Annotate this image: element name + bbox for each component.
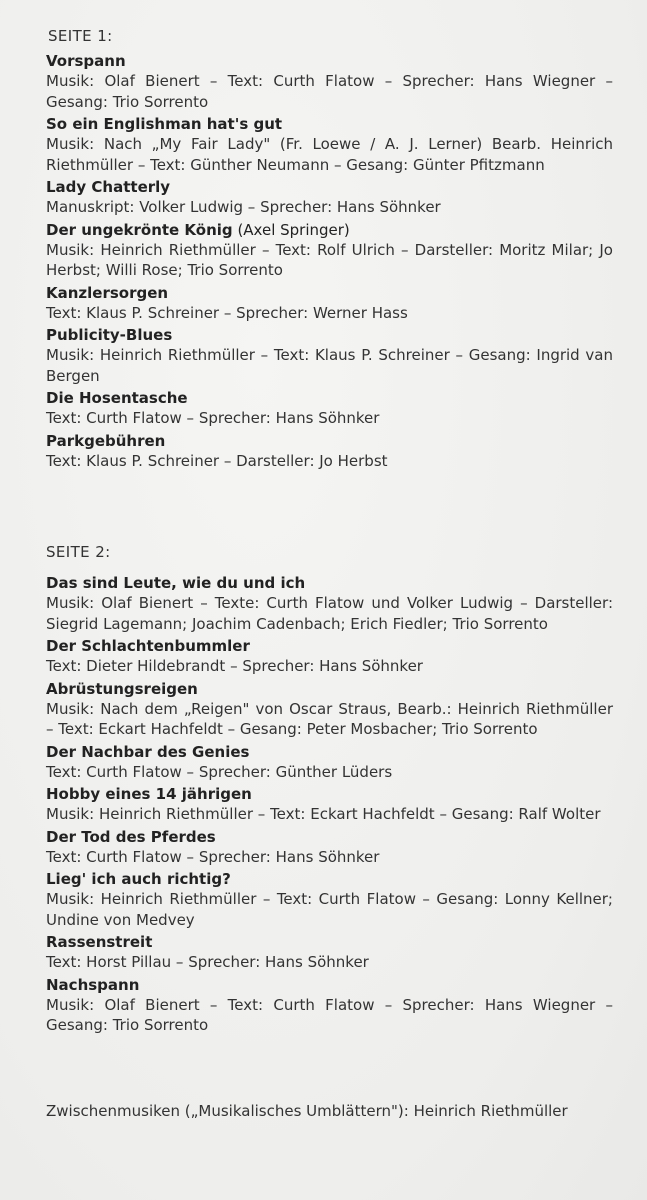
track-credits: Musik: Heinrich Riethmüller – Text: Curth Flatow – Gesang: Lonny Kellner; Undine von Medvey (46, 890, 613, 929)
side-2-track-list (46, 573, 613, 1038)
track-title-note: (Axel Springer) (232, 220, 350, 239)
track-entry (46, 51, 613, 112)
track-title (46, 431, 613, 451)
track-title (46, 827, 613, 847)
track-credits: Text: Curth Flatow – Sprecher: Hans Söhnker (46, 409, 380, 427)
track-title-text: Lieg' ich auch richtig? (46, 870, 231, 888)
track-credits: Text: Curth Flatow – Sprecher: Günther Lüders (46, 762, 393, 781)
track-title-text: Das sind Leute, wie du und ich (46, 574, 306, 592)
track-title-text: Der ungekrönte König (46, 220, 233, 239)
track-credits: Musik: Nach „My Fair Lady" (Fr. Loewe / A. J. Lerner) Bearb. Heinrich Riethmüller – Text: Günther Neumann – Gesang: Günter Pfitzmann (46, 135, 613, 174)
track-title-text: Der Nachbar des Genies (46, 742, 250, 761)
track-entry (46, 220, 613, 281)
track-entry (46, 932, 613, 973)
side-1-heading: SEITE 1: (48, 27, 113, 45)
side-2-heading: SEITE 2: (46, 543, 111, 561)
track-credits: Musik: Olaf Bienert – Texte: Curth Flatow und Volker Ludwig – Darsteller: Siegrid Lagemann; Joachim Cadenbach; Erich Fiedler; Trio Sorrento (46, 594, 613, 633)
track-title (46, 869, 613, 889)
track-entry (46, 784, 613, 825)
track-entry (46, 177, 613, 218)
track-entry (46, 975, 613, 1036)
track-title (46, 742, 613, 762)
track-credits: Musik: Heinrich Riethmüller – Text: Rolf Ulrich – Darsteller: Moritz Milar; Jo Herbst; Willi Rose; Trio Sorrento (46, 240, 613, 279)
track-title (46, 325, 613, 345)
track-entry (46, 636, 613, 677)
track-credits: Musik: Nach dem „Reigen" von Oscar Straus, Bearb.: Heinrich Riethmüller – Text: Eckart Hachfeldt – Gesang: Peter Mosbacher; Trio Sorrento (46, 699, 613, 738)
track-title (46, 784, 613, 804)
track-title (46, 283, 613, 303)
track-entry (46, 869, 613, 930)
track-title-text: Nachspann (46, 975, 140, 994)
track-credits: Musik: Olaf Bienert – Text: Curth Flatow – Sprecher: Hans Wiegner – Gesang: Trio Sorrento (46, 995, 613, 1034)
track-title (46, 114, 613, 134)
track-credits: Text: Klaus P. Schreiner – Sprecher: Werner Hass (46, 303, 408, 322)
track-title (46, 679, 613, 699)
track-title-text: Rassenstreit (46, 933, 153, 951)
track-title-text: Kanzlersorgen (46, 283, 169, 302)
track-credits: Musik: Olaf Bienert – Text: Curth Flatow – Sprecher: Hans Wiegner – Gesang: Trio Sorrento (46, 72, 613, 111)
track-credits: Musik: Heinrich Riethmüller – Text: Eckart Hachfeldt – Gesang: Ralf Wolter (46, 805, 601, 823)
track-title (46, 51, 613, 71)
track-entry (46, 283, 613, 324)
track-entry (46, 742, 613, 783)
track-credits: Musik: Heinrich Riethmüller – Text: Klaus P. Schreiner – Gesang: Ingrid van Bergen (46, 346, 613, 385)
track-title (46, 388, 613, 408)
track-title-text: Vorspann (46, 52, 126, 70)
track-entry (46, 114, 613, 175)
track-entry (46, 679, 613, 740)
track-entry (46, 325, 613, 386)
track-credits: Text: Horst Pillau – Sprecher: Hans Söhnker (46, 953, 369, 971)
track-entry (46, 431, 613, 472)
track-title (46, 573, 613, 593)
track-credits: Text: Klaus P. Schreiner – Darsteller: Jo Herbst (46, 451, 388, 470)
track-credits: Manuskript: Volker Ludwig – Sprecher: Hans Söhnker (46, 198, 441, 216)
track-title-text: Der Tod des Pferdes (46, 827, 216, 846)
side-1-track-list (46, 51, 613, 473)
track-entry (46, 573, 613, 634)
track-credits: Text: Dieter Hildebrandt – Sprecher: Hans Söhnker (46, 657, 423, 675)
track-title-text: Abrüstungsreigen (46, 679, 198, 698)
track-title-text: Parkgebühren (46, 431, 166, 450)
track-title (46, 636, 613, 656)
track-credits: Text: Curth Flatow – Sprecher: Hans Söhnker (46, 847, 380, 866)
track-title-text: So ein Englishman hat's gut (46, 115, 283, 133)
track-title (46, 177, 613, 197)
track-title (46, 932, 613, 952)
track-title (46, 975, 613, 995)
track-title-text: Publicity-Blues (46, 326, 173, 344)
track-title-text: Die Hosentasche (46, 389, 188, 407)
track-title-text: Lady Chatterly (46, 178, 171, 196)
track-title-text: Hobby eines 14 jährigen (46, 785, 252, 803)
track-entry (46, 827, 613, 868)
track-entry (46, 388, 613, 429)
interlude-credits-note: Zwischenmusiken („Musikalisches Umblättern"): Heinrich Riethmüller (46, 1102, 568, 1120)
track-title-text: Der Schlachtenbummler (46, 637, 250, 655)
track-title (46, 220, 613, 240)
